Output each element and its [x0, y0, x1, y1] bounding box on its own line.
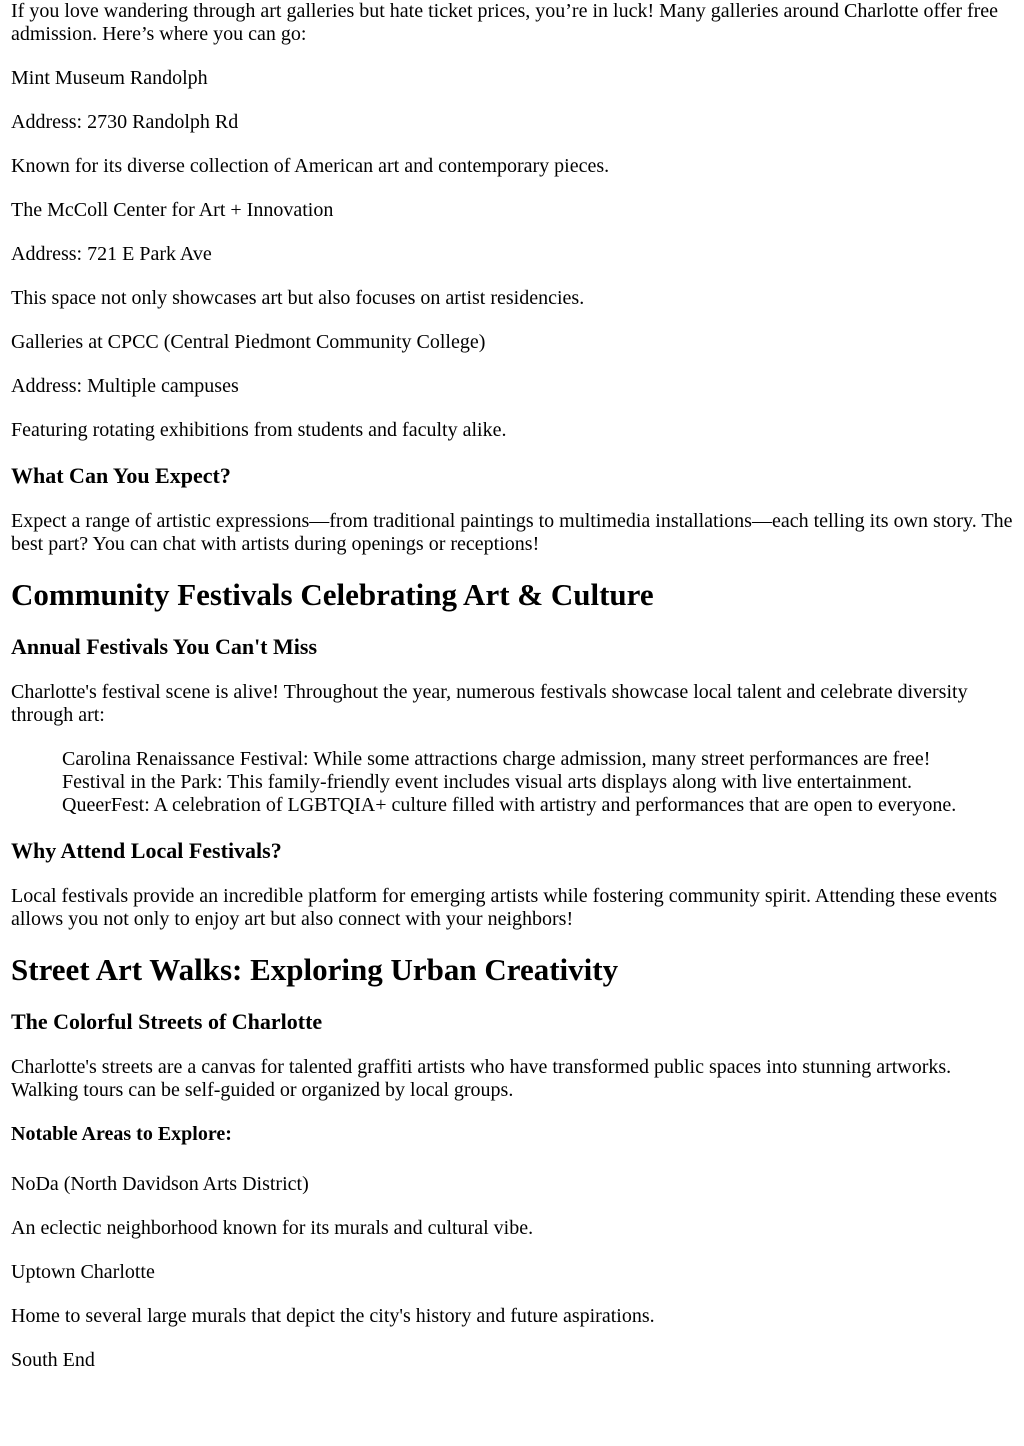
why-festivals-paragraph: Local festivals provide an incredible platform for emerging artists while fostering community spirit. Attending these events allows you not only to enjoy art but also connect with your neighbors! — [11, 885, 998, 930]
area-description: Home to several large murals that depict the city's history and future aspirations. — [11, 1305, 655, 1327]
intro-paragraph: If you love wandering through art galleries but hate ticket prices, you’re in luck! Many galleries around Charlotte offer free admission. Here’s where you can go: — [11, 0, 999, 45]
gallery-description: Featuring rotating exhibitions from students and faculty alike. — [11, 419, 507, 441]
festivals-heading: Community Festivals Celebrating Art & Culture — [11, 577, 654, 612]
festival-list-item: QueerFest: A celebration of LGBTQIA+ culture filled with artistry and performances that are open to everyone. — [62, 794, 957, 816]
gallery-name: The McColl Center for Art + Innovation — [11, 199, 334, 221]
gallery-name: Mint Museum Randolph — [11, 67, 208, 89]
gallery-description: This space not only showcases art but also focuses on artist residencies. — [11, 287, 585, 309]
area-name: NoDa (North Davidson Arts District) — [11, 1173, 309, 1195]
festival-list-item: Festival in the Park: This family-friendly event includes visual arts displays along with live entertainment. — [62, 771, 913, 793]
street-art-intro: Charlotte's streets are a canvas for talented graffiti artists who have transformed public spaces into stunning artworks. Walking tours can be self-guided or organized by local groups. — [11, 1056, 952, 1101]
gallery-description: Known for its diverse collection of American art and contemporary pieces. — [11, 155, 610, 177]
gallery-address: Address: 721 E Park Ave — [11, 243, 212, 265]
area-description: An eclectic neighborhood known for its murals and cultural vibe. — [11, 1217, 534, 1239]
festival-list-item: Carolina Renaissance Festival: While some attractions charge admission, many street performances are free! — [62, 748, 931, 770]
street-art-heading: Street Art Walks: Exploring Urban Creativity — [11, 952, 619, 987]
area-name: Uptown Charlotte — [11, 1261, 155, 1283]
area-name: South End — [11, 1349, 95, 1371]
gallery-name: Galleries at CPCC (Central Piedmont Community College) — [11, 331, 486, 353]
gallery-address: Address: Multiple campuses — [11, 375, 239, 397]
festivals-intro: Charlotte's festival scene is alive! Throughout the year, numerous festivals showcase local talent and celebrate diversity through art: — [11, 681, 968, 726]
expect-heading: What Can You Expect? — [11, 463, 231, 488]
notable-areas-heading: Notable Areas to Explore: — [11, 1123, 232, 1145]
street-art-subheading: The Colorful Streets of Charlotte — [11, 1009, 323, 1034]
expect-paragraph: Expect a range of artistic expressions—from traditional paintings to multimedia installations—each telling its own story. The best part? You can chat with artists during openings or receptions! — [11, 510, 1013, 555]
festivals-subheading: Annual Festivals You Can't Miss — [11, 634, 318, 659]
why-festivals-heading: Why Attend Local Festivals? — [11, 838, 282, 863]
festival-list — [11, 748, 1013, 817]
gallery-address: Address: 2730 Randolph Rd — [11, 111, 239, 133]
